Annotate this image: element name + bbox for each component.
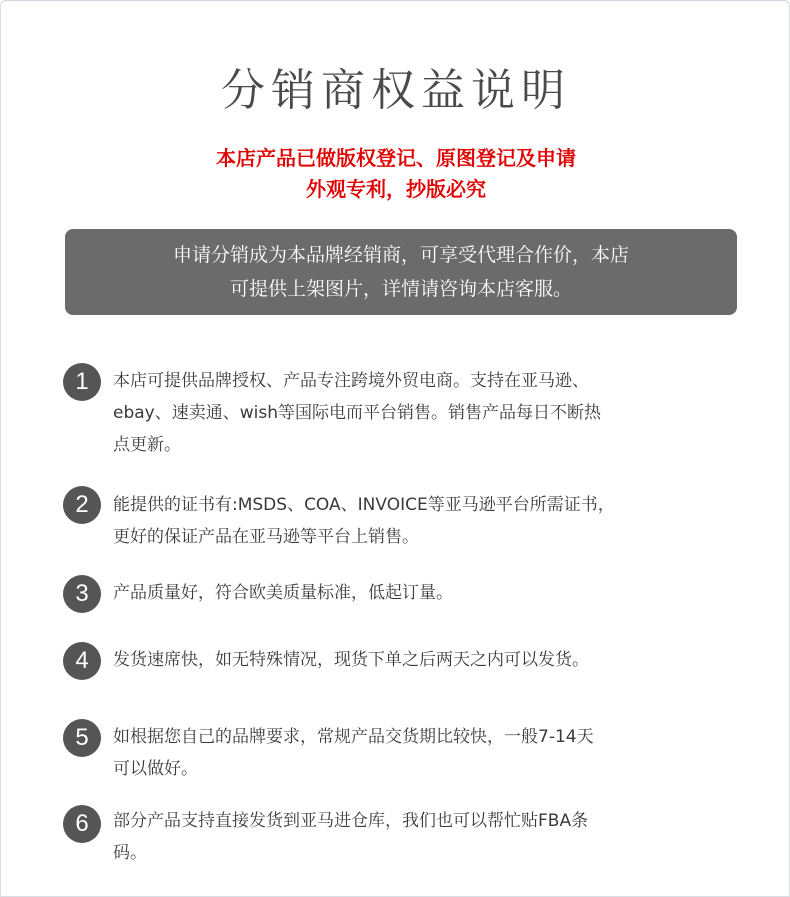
item-number-badge: 4 [63,642,101,680]
distributor-banner-line-1: 申请分销成为本品牌经销商，可享受代理合作价，本店 [172,244,629,266]
item-number-badge: 6 [63,805,101,843]
item-number-badge: 3 [63,575,101,613]
benefit-text-line: 能提供的证书有:MSDS、COA、INVOICE等亚马逊平台所需证书， [113,495,615,515]
benefit-text [113,721,738,785]
benefit-text-line: 点更新。 [113,435,181,455]
copyright-notice-line-2: 外观专利，抄版必究 [306,177,486,201]
benefit-text-line: 更好的保证产品在亚马逊等平台上销售。 [113,527,419,547]
benefit-text [113,365,738,461]
benefit-text-line: 码。 [113,843,147,863]
copyright-notice-line-1: 本店产品已做版权登记、原图登记及申请 [216,146,576,170]
item-number-badge: 2 [63,486,101,524]
item-number-badge: 5 [63,719,101,757]
benefit-text-line: 如根据您自己的品牌要求，常规产品交货期比较快，一般7-14天 [113,727,594,747]
benefit-text-line: 可以做好。 [113,759,198,779]
page-title: 分销商权益说明 [221,65,571,116]
item-number-badge: 1 [63,363,101,401]
benefit-text-line: ebay、速卖通、wish等国际电而平台销售。销售产品每日不断热 [113,403,601,423]
copyright-notice [1,143,790,205]
benefit-text [113,805,738,869]
benefit-text-line: 部分产品支持直接发货到亚马进仓库，我们也可以帮忙贴FBA条 [113,811,589,831]
benefit-text-line: 产品质量好，符合欧美质量标准，低起订量。 [113,583,453,603]
distributor-banner-line-2: 可提供上架图片，详情请咨询本店客服。 [229,278,572,300]
benefit-text-line: 本店可提供品牌授权、产品专注跨境外贸电商。支持在亚马逊、 [113,371,589,391]
benefit-text [113,577,738,609]
benefit-text [113,644,738,676]
distributor-banner [65,229,737,315]
benefit-text-line: 发货速席快，如无特殊情况，现货下单之后两天之内可以发货。 [113,650,589,670]
benefit-text [113,489,738,553]
